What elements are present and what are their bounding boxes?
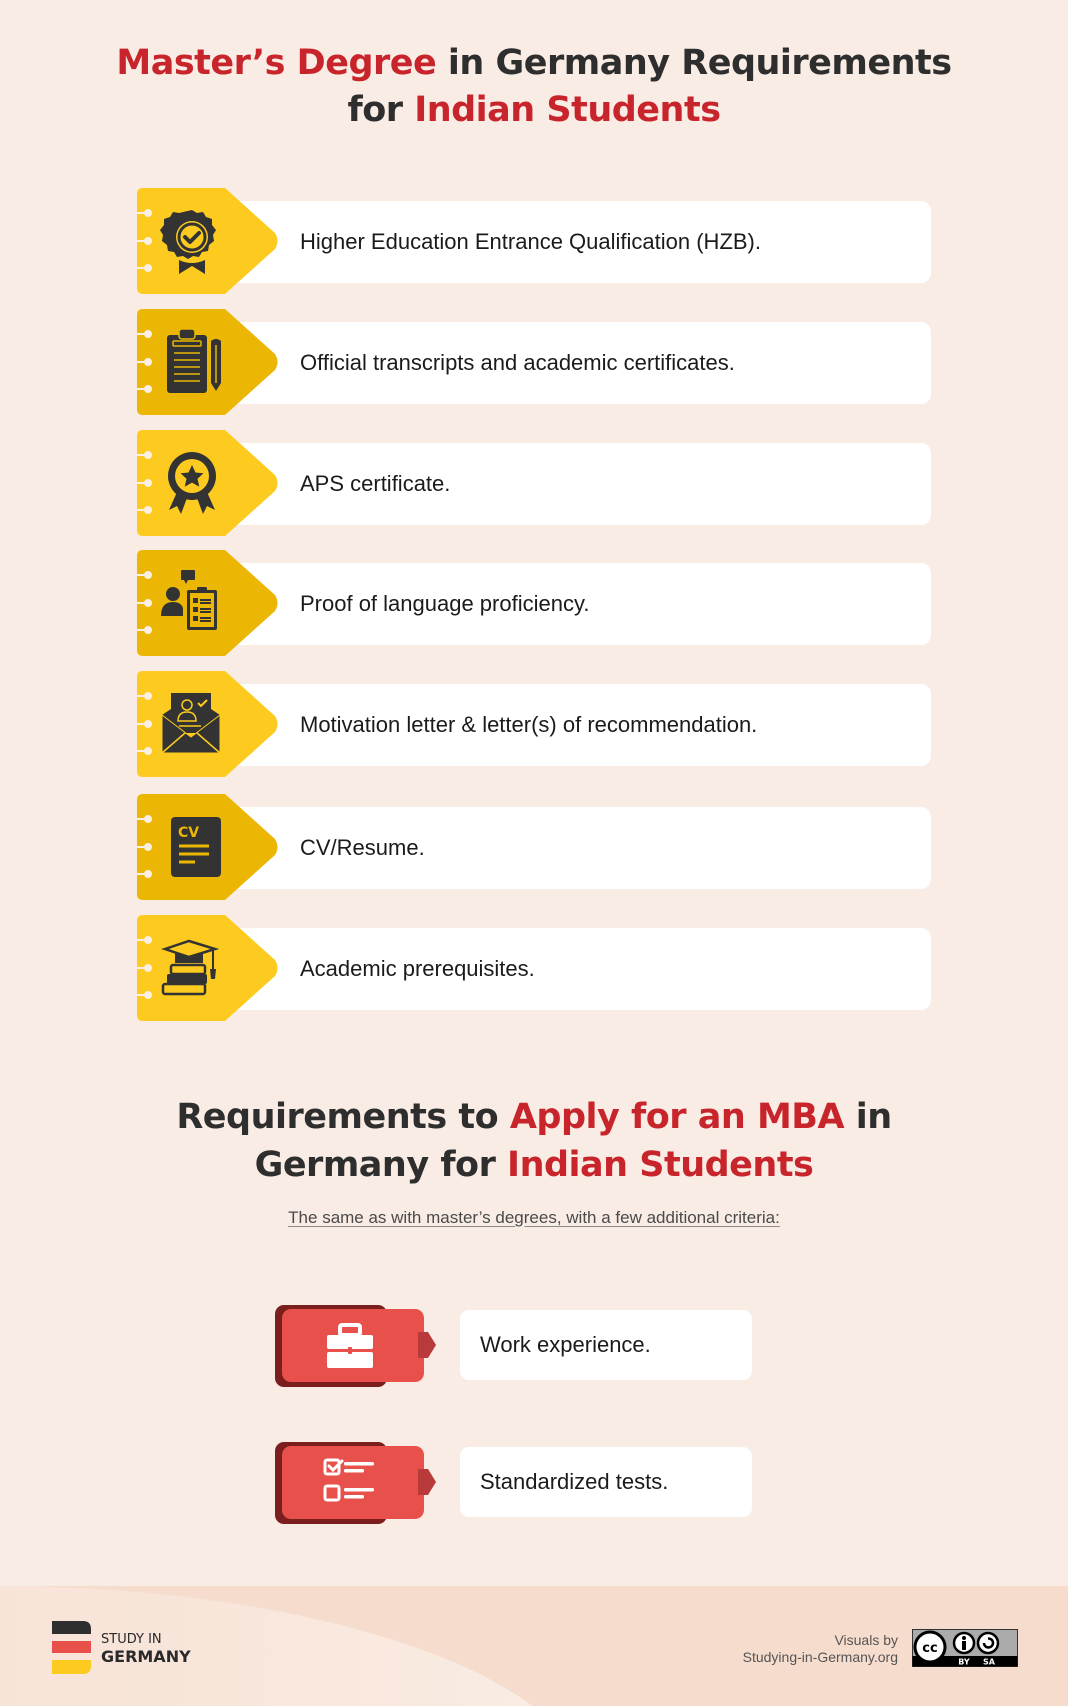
mba-item-label: Standardized tests.: [480, 1469, 669, 1494]
requirement-item: [137, 188, 932, 294]
title-text: Germany for: [254, 1145, 508, 1185]
svg-text:cc: cc: [922, 1641, 938, 1656]
requirement-label: APS certificate.: [300, 471, 451, 496]
cc-by-sa-license-icon[interactable]: [912, 1629, 1018, 1667]
requirement-item: [137, 430, 932, 536]
graduation-books-icon: [159, 933, 229, 1003]
requirement-item: [137, 794, 932, 900]
requirement-label: CV/Resume.: [300, 835, 425, 860]
star-badge-icon: [159, 448, 229, 518]
requirement-item: [137, 550, 932, 656]
requirement-label: Official transcripts and academic certificates.: [300, 350, 735, 375]
title-highlight: Apply for an MBA: [509, 1097, 845, 1137]
mba-item: [275, 1305, 755, 1389]
requirement-label: Higher Education Entrance Qualification (HZB).: [300, 229, 761, 254]
clipboard-pencil-icon: [159, 327, 229, 397]
title-text: in Germany Requirements: [436, 43, 952, 83]
svg-text:CV: CV: [178, 825, 200, 841]
title-highlight: Master’s Degree: [116, 43, 437, 83]
requirement-label: Motivation letter & letter(s) of recommendation.: [300, 712, 758, 737]
requirement-item: [137, 915, 932, 1021]
requirement-item: [137, 671, 932, 777]
title-text: in: [844, 1097, 892, 1137]
svg-text:BY: BY: [958, 1657, 970, 1667]
mba-item: [275, 1442, 755, 1526]
cv-document-icon: [159, 812, 229, 882]
svg-text:SA: SA: [983, 1657, 995, 1667]
pointer-nub: [418, 1469, 436, 1495]
requirement-label: Proof of language proficiency.: [300, 591, 590, 616]
briefcase-icon: [315, 1315, 385, 1375]
credit-link[interactable]: Studying-in-Germany.org: [742, 1649, 898, 1665]
pointer-nub: [418, 1332, 436, 1358]
requirement-item: [137, 309, 932, 415]
envelope-letter-icon: [159, 689, 229, 759]
brand-line1: STUDY IN: [101, 1632, 162, 1647]
person-checklist-icon: [159, 568, 229, 638]
award-check-icon: [159, 206, 229, 276]
brand-line2: GERMANY: [101, 1647, 191, 1666]
page-title: [0, 40, 1068, 134]
title-highlight: Indian Students: [507, 1145, 814, 1185]
title-text: for: [347, 90, 415, 130]
credit-line1: Visuals by: [834, 1632, 898, 1648]
germany-flag-logo: [52, 1621, 91, 1674]
subtitle-text: The same as with master’s degrees, with a few additional criteria:: [288, 1208, 780, 1227]
mba-item-label: Work experience.: [480, 1332, 651, 1357]
section-subtitle: [0, 1208, 1068, 1228]
section-title-mba: [0, 1093, 1068, 1189]
checklist-icon: [315, 1452, 385, 1512]
title-text: Requirements to: [176, 1097, 510, 1137]
title-highlight: Indian Students: [414, 90, 721, 130]
requirement-label: Academic prerequisites.: [300, 956, 535, 981]
